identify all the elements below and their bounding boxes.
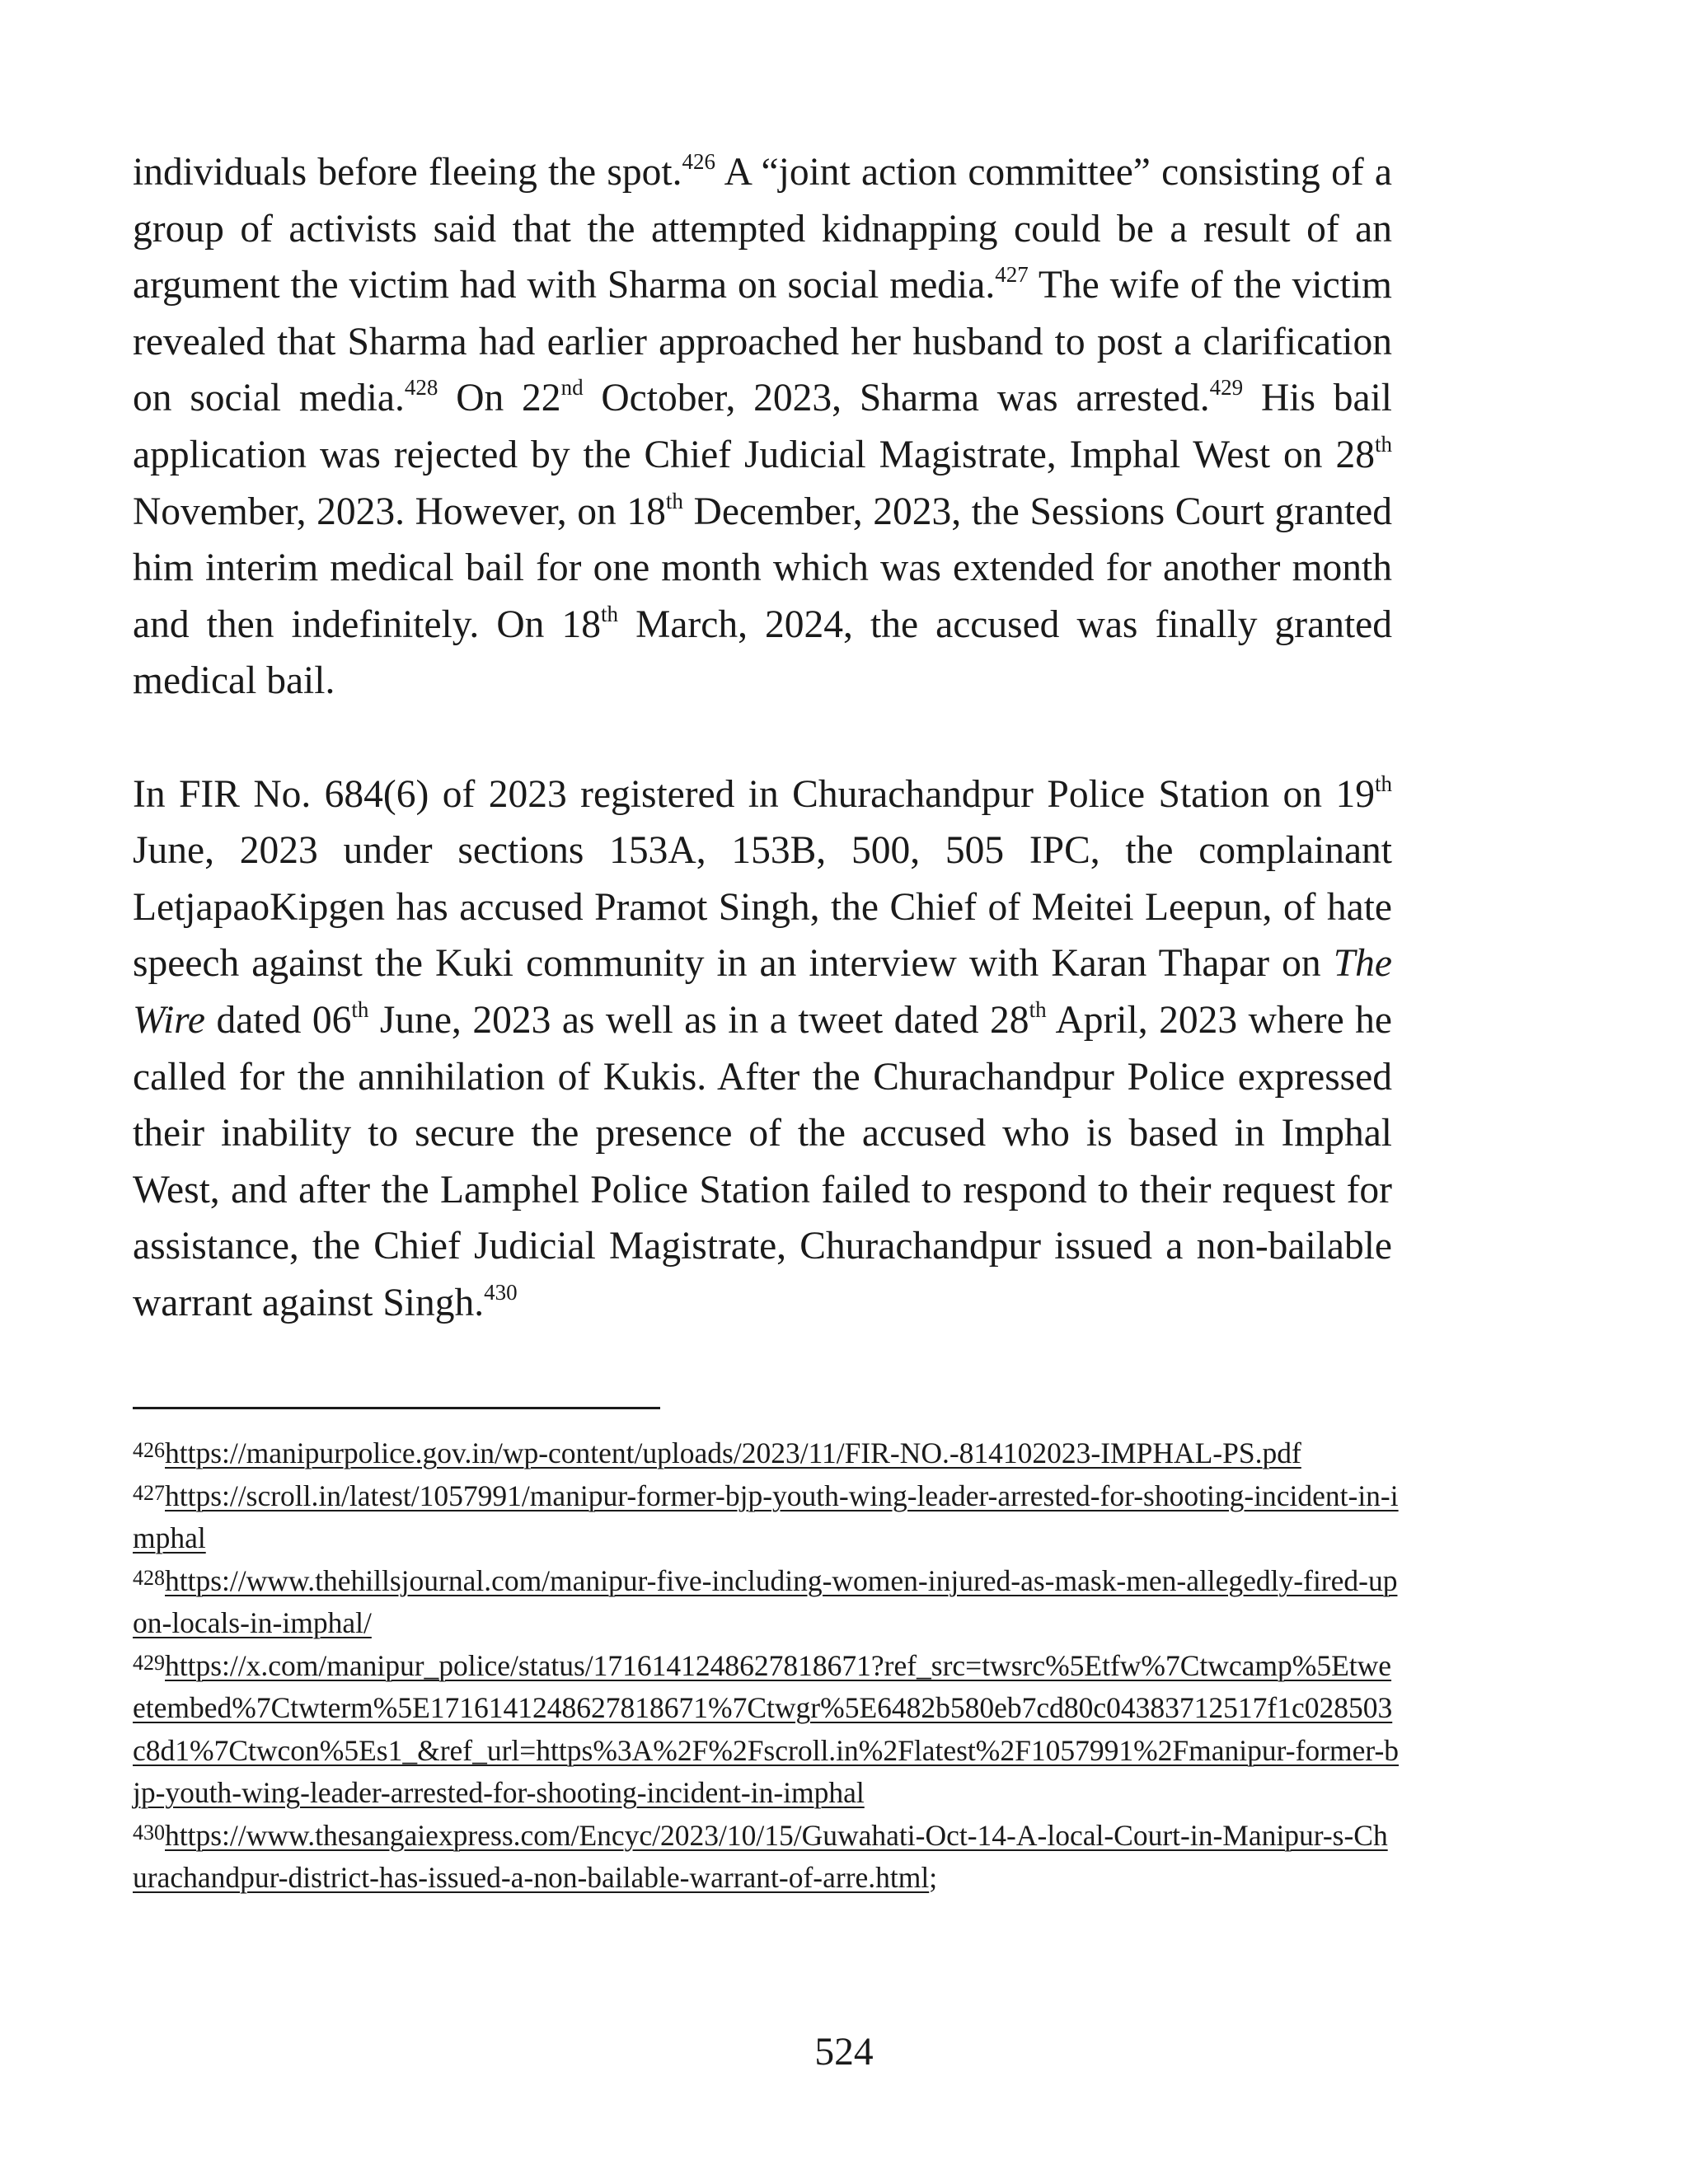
footnote-number: 430 [133, 1820, 165, 1844]
ordinal-suffix: th [1374, 771, 1392, 796]
body-text [133, 144, 1392, 1331]
footnote-427 [133, 1475, 1402, 1560]
ordinal-suffix: th [351, 996, 369, 1022]
ordinal-suffix: nd [560, 375, 584, 401]
footnote-428 [133, 1560, 1402, 1645]
paragraph-fir-684: In FIR No. 684(6) of 2023 registered in Churachandpur Police Station on 19th June, 2023 under sections 153A, 153B, 500, 505 IPC, the complainant LetjapaoKipgen has accused Pramot Singh, the Chief of Meitei Leepun, of hate speech against the Kuki community in an interview with Karan Thapar on The Wire dated 06th June, 2023 as well as in a tweet dated 28th April, 2023 where he called for the annihilation of Kukis. After the Churachandpur Police expressed their inability to secure the presence of the accused who is based in Imphal West, and after the Lamphel Police Station failed to respond to their request for assistance, the Chief Judicial Magistrate, Churachandpur issued a non-bailable warrant against Singh.$^{430}$ [133, 771, 1392, 1324]
footnotes [133, 1432, 1402, 1900]
footnote-number: 429 [133, 1650, 165, 1675]
footnote-link[interactable]: https://manipurpolice.gov.in/wp-content/uploads/2023/11/FIR-NO.-814102023-IMPHAL-PS.pdf [165, 1436, 1301, 1469]
footnote-ref-428[interactable]: 428 [404, 375, 438, 401]
footnote-ref-427[interactable]: 427 [995, 262, 1029, 288]
footnote-number: 428 [133, 1565, 165, 1590]
publication-title: The Wire [133, 942, 1392, 1042]
footnote-number: 427 [133, 1480, 165, 1505]
footnote-ref-430[interactable]: 430 [484, 1279, 518, 1305]
footnote-link[interactable]: https://x.com/manipur_police/status/1716141248627818671?ref_src=twsrc%5Etfw%7Ctwcamp%5Etweetembed%7Ctwterm%5E1716141248627818671%7Ctwgr%5E6482b580eb7cd80c04383712517f1c028503c8d1%7Ctwcon%5Es1_&ref_url=https%3A%2F%2Fscroll.in%2Flatest%2F1057991%2Fmanipur-former-bjp-youth-wing-leader-arrested-for-shooting-incident-in-imphal [133, 1648, 1400, 1809]
ordinal-suffix: th [1029, 996, 1047, 1022]
footnote-426 [133, 1432, 1402, 1475]
footnote-link[interactable]: https://www.thehillsjournal.com/manipur-five-including-women-injured-as-mask-men-allegedly-fired-upon-locals-in-imphal/ [133, 1563, 1398, 1639]
ordinal-suffix: th [601, 601, 619, 626]
footnote-429 [133, 1645, 1402, 1815]
footnote-ref-429[interactable]: 429 [1209, 375, 1244, 401]
ordinal-suffix: th [1374, 431, 1392, 457]
footnote-ref-426[interactable]: 426 [682, 149, 715, 174]
footnote-link[interactable]: https://scroll.in/latest/1057991/manipur-former-bjp-youth-wing-leader-arrested-for-shooting-incident-in-imphal [133, 1479, 1399, 1554]
footnote-430: 430https://www.thesangaiexpress.com/Encyc/2023/10/15/Guwahati-Oct-14-A-local-Court-in-Manipur-s-Churachandpur-district-has-issued-a-non-bailable-warrant-of-arre.html; [133, 1818, 1388, 1894]
paragraph-sharma-case: individuals before fleeing the spot.$^{426}$ A “joint action committee” consisting of a group of activists said that the attempted kidnapping could be a result of an argument the victim had with Sharma on social media.$^{427}$ The wife of the victim revealed that Sharma had earlier approached her husband to post a clarification on social media.$^{428}$ On 22nd October, 2023, Sharma was arrested.$^{429}$ His bail application was rejected by the Chief Judicial Magistrate, Imphal West on 28th November, 2023. However, on 18th December, 2023, the Sessions Court granted him interim medical bail for one month which was extended for another month and then indefinitely. On 18th March, 2024, the accused was finally granted medical bail. [133, 149, 1393, 703]
footnote-number: 426 [133, 1438, 165, 1462]
footnote-link[interactable]: https://www.thesangaiexpress.com/Encyc/2023/10/15/Guwahati-Oct-14-A-local-Court-in-Manipur-s-Churachandpur-district-has-issued-a-non-bailable-warrant-of-arre.html [133, 1818, 1388, 1894]
page-number: 524 [814, 2031, 874, 2074]
footnote-separator [133, 1407, 660, 1409]
ordinal-suffix: th [665, 488, 683, 513]
